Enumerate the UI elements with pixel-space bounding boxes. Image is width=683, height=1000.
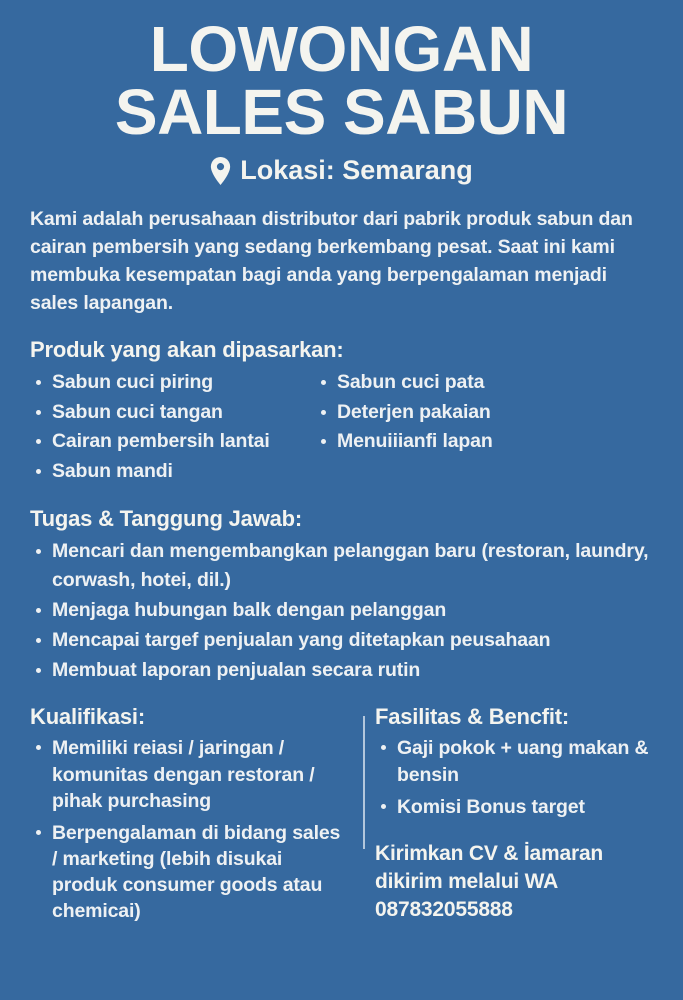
- list-item: Sabun mandi: [30, 457, 315, 486]
- list-item: Sabun cuci tangan: [30, 398, 315, 427]
- products-columns: [30, 368, 655, 487]
- qualifications-list: [30, 735, 343, 924]
- list-item: Cairan pembersih lantai: [30, 427, 315, 456]
- qualifications-column: [30, 704, 357, 930]
- list-item: Memiliki reiasi / jaringan / komunitas dengan restoran / pihak purchasing: [30, 735, 343, 813]
- benefits-list: [375, 735, 655, 819]
- list-item: Mencapai targef penjualan yang ditetapkan peusahaan: [30, 626, 655, 655]
- products-heading: Produk yang akan dipasarkan:: [30, 336, 344, 362]
- list-item: Membuat laporan penjualan secara rutin: [30, 656, 655, 685]
- benefits-column: [357, 704, 655, 930]
- list-item: Sabun cuci piring: [30, 368, 315, 397]
- page-title: [0, 0, 683, 148]
- location-label: Lokasi: Semarang: [240, 155, 473, 186]
- location-line: [0, 155, 683, 186]
- products-list-right: [315, 368, 655, 487]
- list-item: Sabun cuci pata: [315, 368, 655, 397]
- poster-body: [0, 206, 683, 930]
- list-item: Mencari dan mengembangkan pelanggan baru (restoran, laundry, corwash, hotei, dil.): [30, 537, 655, 595]
- list-item: Gaji pokok + uang makan & bensin: [375, 735, 655, 787]
- contact-line-1: Kirimkan CV & İamaran: [375, 841, 604, 865]
- list-item: Menuiiianfi lapan: [315, 427, 655, 456]
- contact-block: [375, 840, 655, 925]
- list-item: Deterjen pakaian: [315, 398, 655, 427]
- headline-line-2: SALES SABUN: [114, 75, 569, 148]
- list-item: Menjaga hubungan balk dengan pelanggan: [30, 596, 655, 625]
- qualifications-heading: Kualifikasi:: [30, 704, 145, 730]
- duties-heading: Tugas & Tanggung Jawab:: [30, 506, 303, 532]
- column-divider: [363, 716, 365, 849]
- headline-line-1: LOWONGAN: [149, 13, 534, 85]
- contact-phone[interactable]: 087832055888: [375, 898, 513, 922]
- list-item: Berpengalaman di bidang sales / marketing (lebih disukai produk consumer goods atau chemicai): [30, 820, 343, 925]
- contact-line-2: dikirim melalui WA: [375, 870, 559, 894]
- intro-paragraph: Kami adalah perusahaan distributor dari pabrik produk sabun dan cairan pembersih yang sedang berkembang pesat. Saat ini kami membuka kesempatan bagi anda yang berpengalaman menjadi sales lapangan.: [30, 208, 633, 314]
- list-item: Komisi Bonus target: [375, 794, 655, 820]
- duties-list: [30, 537, 655, 684]
- benefits-heading: Fasilitas & Bencfit:: [375, 704, 570, 730]
- map-pin-icon: [210, 157, 231, 185]
- bottom-columns: [30, 704, 655, 930]
- products-list-left: [30, 368, 315, 487]
